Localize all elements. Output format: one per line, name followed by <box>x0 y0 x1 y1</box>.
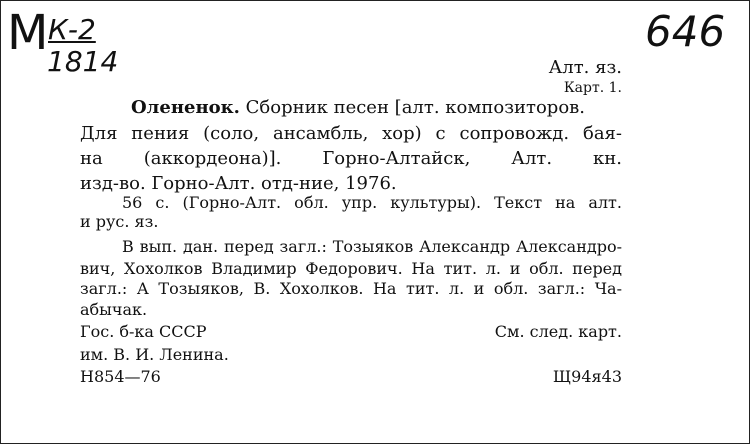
header-card-number: Карт. 1. <box>563 80 622 96</box>
details-line-6: абычак. <box>80 300 148 319</box>
details-line-1: 56 с. (Горно-Алт. обл. упр. культуры). Текст на алт. <box>122 193 622 212</box>
book-title: Олененок. <box>131 97 240 118</box>
description-line-4: изд-во. Горно-Алт. отд-ние, 1976. <box>80 173 397 194</box>
title-line <box>131 99 622 117</box>
see-next-card: См. след. карт. <box>494 322 622 341</box>
description-line-3: на (аккордеона)]. Горно-Алтайск, Алт. кн. <box>80 148 622 169</box>
library-name-line-2: им. В. И. Ленина. <box>80 345 229 364</box>
details-line-5: загл.: А Тозыяков, В. Хохолков. На тит. л. и обл. загл.: Ча- <box>80 279 622 298</box>
header-language: Алт. яз. <box>548 57 622 78</box>
library-name: Гос. б-ка СССР <box>80 322 207 341</box>
catalog-code-right: Щ94я43 <box>552 367 622 386</box>
details-line-2: и рус. яз. <box>80 212 159 231</box>
book-description-start: Сборник песен [алт. композиторов. <box>245 97 586 118</box>
handwritten-number: 1814 <box>47 45 119 78</box>
handwritten-code: К-2 <box>48 13 96 46</box>
handwritten-corner-number: 646 <box>645 7 726 56</box>
description-line-2: Для пения (соло, ансамбль, хор) с сопровожд. бая- <box>80 123 622 144</box>
details-line-3: В вып. дан. перед загл.: Тозыяков Александр Александро- <box>122 237 622 256</box>
details-line-4: вич, Хохолков Владимир Федорович. На тит. л. и обл. перед <box>80 259 622 278</box>
handwritten-m: М <box>7 5 47 61</box>
catalog-code-left: Н854—76 <box>80 367 161 386</box>
